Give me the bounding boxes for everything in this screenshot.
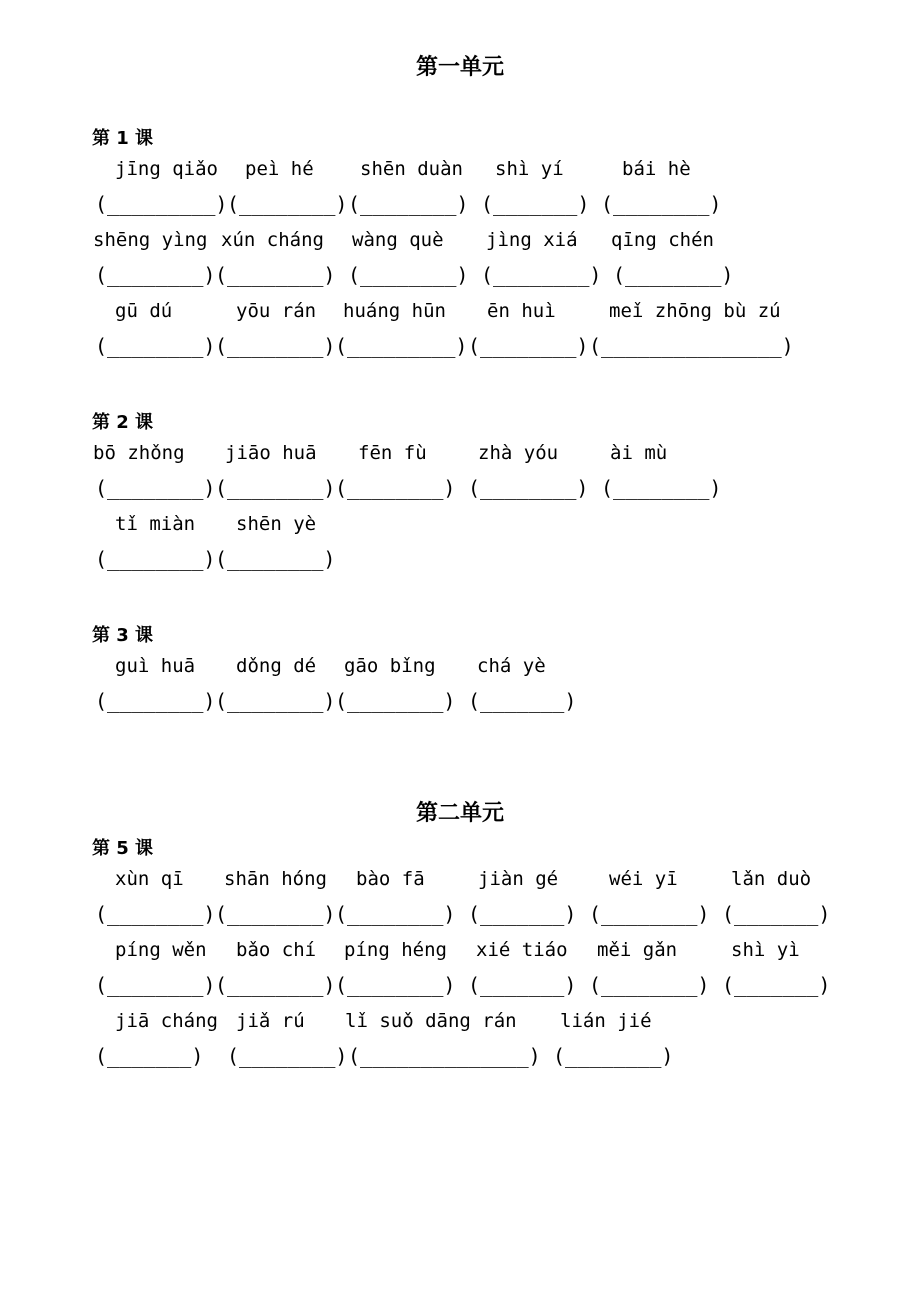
pinyin-row [0,513,920,543]
lesson-1-title: 第 1 课 [92,128,154,149]
pinyin-word: yōu rán [236,300,317,322]
answer-blank[interactable]: (________) [468,334,589,358]
answer-blank[interactable]: (________) [613,263,734,287]
answer-blank[interactable]: (________) [481,263,602,287]
answer-row [0,334,920,364]
pinyin-word: huáng hūn [343,300,446,322]
answer-blank[interactable]: (________) [227,1044,348,1068]
pinyin-word: lián jié [560,1010,652,1032]
pinyin-row [0,868,920,898]
answer-row [0,902,920,932]
pinyin-word: shēn duàn [360,158,463,180]
answer-blank[interactable]: (________) [215,902,336,926]
pinyin-word: ài mù [610,442,668,464]
pinyin-word: guì huā [115,655,196,677]
pinyin-word: dǒng dé [236,655,317,677]
pinyin-word: shēn yè [236,513,317,535]
answer-blank[interactable]: (_________) [335,334,468,358]
answer-blank[interactable]: (_______________) [589,334,794,358]
answer-blank[interactable]: (________) [589,902,710,926]
answer-blank[interactable]: (________) [468,476,589,500]
pinyin-word: bǎo chí [236,939,317,961]
answer-blank[interactable]: (_______) [722,902,831,926]
pinyin-row [0,655,920,685]
pinyin-word: xié tiáo [476,939,568,961]
pinyin-word: shì yì [731,939,800,961]
answer-blank[interactable]: (______________) [348,1044,541,1068]
pinyin-word: meǐ zhōng bù zú [609,300,781,322]
answer-blank[interactable]: (_______) [468,689,577,713]
answer-blank[interactable]: (________) [95,547,216,571]
answer-blank[interactable]: (________) [335,476,456,500]
answer-blank[interactable]: (________) [95,689,216,713]
answer-blank[interactable]: (________) [215,689,336,713]
pinyin-word: xùn qī [115,868,184,890]
answer-blank[interactable]: (_______) [468,973,577,997]
answer-blank[interactable]: (________) [348,192,469,216]
lesson-2-title: 第 2 课 [92,412,154,433]
pinyin-word: bái hè [622,158,691,180]
answer-blank[interactable]: (________) [95,476,216,500]
pinyin-word: bào fā [356,868,425,890]
answer-blank[interactable]: (________) [335,689,456,713]
answer-blank[interactable]: (________) [215,334,336,358]
answer-row [0,192,920,222]
answer-blank[interactable]: (________) [348,263,469,287]
pinyin-row [0,939,920,969]
pinyin-row [0,1010,920,1040]
answer-blank[interactable]: (________) [335,973,456,997]
pinyin-word: jīng qiǎo [115,158,218,180]
answer-blank[interactable]: (_________) [95,192,228,216]
pinyin-word: shì yí [495,158,564,180]
lesson-3-title: 第 3 课 [92,625,154,646]
answer-blank[interactable]: (________) [95,902,216,926]
answer-blank[interactable]: (________) [95,973,216,997]
pinyin-word: bō zhǒng [93,442,185,464]
pinyin-word: ēn huì [487,300,556,322]
pinyin-word: wéi yī [609,868,678,890]
answer-blank[interactable]: (________) [95,334,216,358]
unit-2-title: 第二单元 [415,801,504,826]
pinyin-word: jìng xiá [486,229,578,251]
pinyin-word: tǐ miàn [115,513,196,535]
pinyin-word: gū dú [115,300,173,322]
pinyin-word: lǎn duò [731,868,812,890]
answer-blank[interactable]: (_______) [468,902,577,926]
answer-row [0,689,920,719]
pinyin-word: zhà yóu [478,442,559,464]
pinyin-word: wàng què [352,229,444,251]
answer-blank[interactable]: (________) [227,192,348,216]
pinyin-row [0,158,920,188]
answer-blank[interactable]: (________) [215,263,336,287]
answer-blank[interactable]: (________) [215,476,336,500]
answer-blank[interactable]: (________) [601,476,722,500]
answer-blank[interactable]: (________) [95,263,216,287]
pinyin-row [0,229,920,259]
pinyin-word: jiǎ rú [236,1010,305,1032]
answer-row [0,973,920,1003]
answer-blank[interactable]: (_______) [481,192,590,216]
lesson-5-title: 第 5 课 [92,838,154,859]
unit-1-title: 第一单元 [415,55,504,80]
answer-blank[interactable]: (________) [215,973,336,997]
answer-row [0,547,920,577]
pinyin-word: peì hé [245,158,314,180]
pinyin-word: měi gǎn [597,939,678,961]
pinyin-word: píng héng [344,939,447,961]
answer-blank[interactable]: (________) [335,902,456,926]
pinyin-word: píng wěn [115,939,207,961]
pinyin-word: gāo bǐng [344,655,436,677]
answer-row [0,476,920,506]
pinyin-row [0,442,920,472]
pinyin-word: jiā cháng [115,1010,218,1032]
pinyin-word: shēng yìng [93,229,208,251]
pinyin-word: shān hóng [224,868,327,890]
pinyin-word: fēn fù [358,442,427,464]
answer-blank[interactable]: (________) [601,192,722,216]
answer-blank[interactable]: (_______) [722,973,831,997]
pinyin-word: lǐ suǒ dāng rán [345,1010,517,1032]
pinyin-word: jiāo huā [225,442,317,464]
pinyin-word: chá yè [477,655,546,677]
answer-row [0,263,920,293]
pinyin-word: qīng chén [611,229,714,251]
pinyin-word: jiàn gé [478,868,559,890]
pinyin-row [0,300,920,330]
answer-blank[interactable]: (________) [215,547,336,571]
pinyin-word: xún cháng [221,229,324,251]
answer-blank[interactable]: (________) [589,973,710,997]
answer-blank[interactable]: (________) [553,1044,674,1068]
answer-row [0,1044,920,1074]
answer-blank[interactable]: (_______) [95,1044,204,1068]
